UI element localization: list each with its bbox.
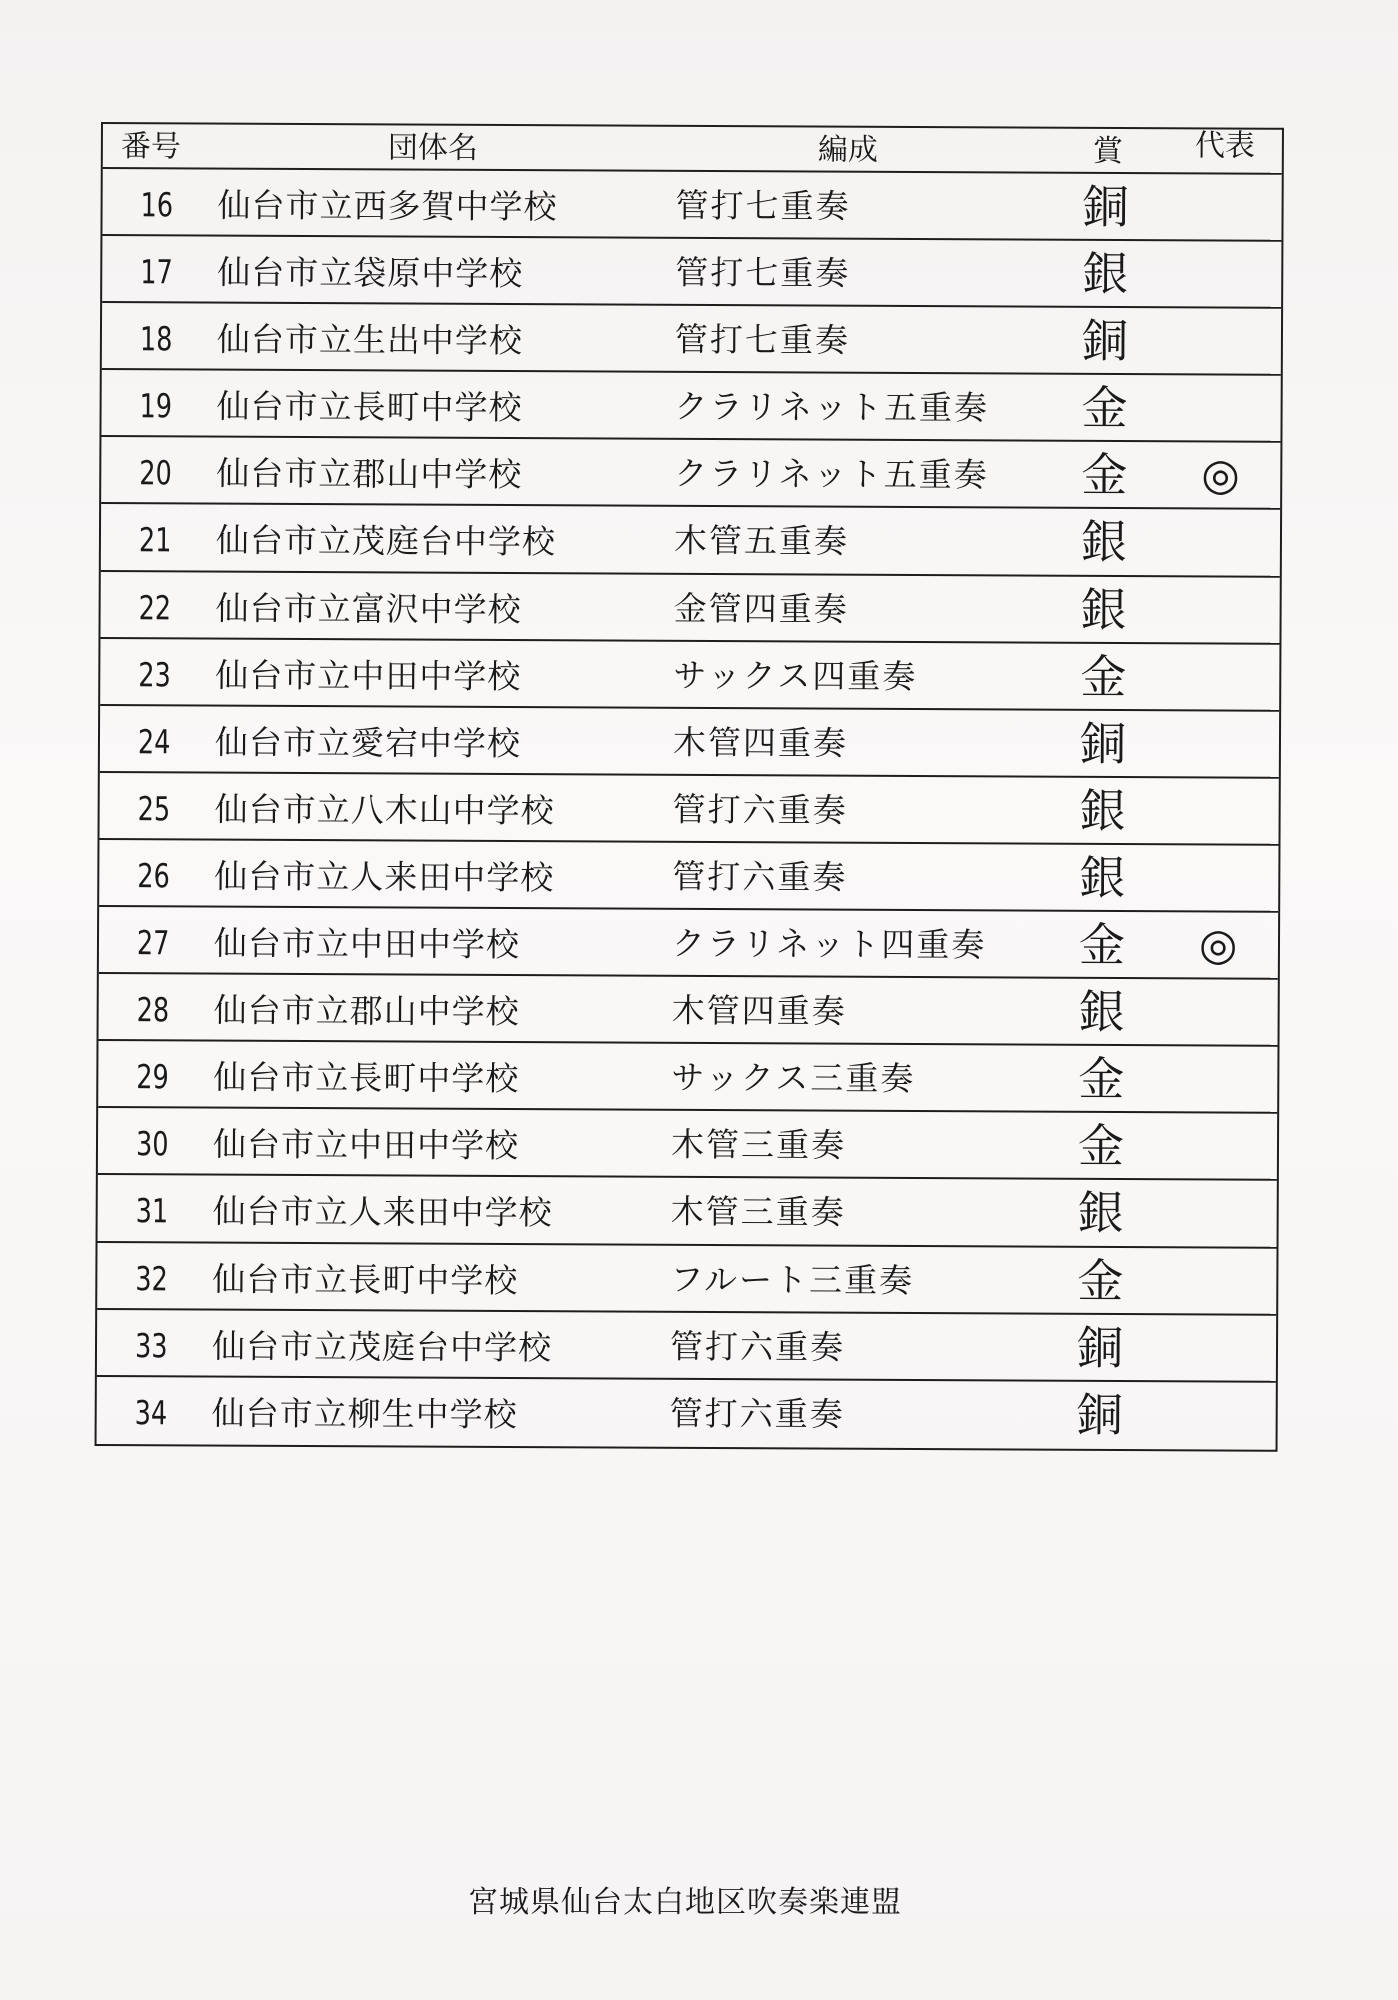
row-number: 29 [136,1057,169,1097]
row-formation: クラリネット五重奏 [674,387,990,428]
row-formation: 木管三重奏 [670,1192,846,1233]
table-body [97,169,1282,1450]
row-formation: 管打六重奏 [672,789,848,830]
row-formation: 管打七重奏 [675,252,851,293]
row-formation: 管打六重奏 [669,1393,845,1434]
table-row [98,1175,1277,1248]
row-formation: 木管四重奏 [671,990,847,1031]
row-formation: 管打六重奏 [672,856,848,897]
row-group-name: 仙台市立人来田中学校 [212,1191,553,1233]
row-prize: 銀 [1079,783,1126,838]
row-group-name: 仙台市立中田中学校 [215,655,522,696]
header-number: 番号 [120,129,181,165]
row-prize: 金 [1077,1119,1125,1174]
row-number: 17 [140,252,173,292]
table-row [99,974,1278,1047]
row-number: 19 [139,386,173,426]
header-representative: 代表 [1194,128,1255,164]
row-prize: 銅 [1076,1387,1123,1442]
table-row [100,706,1279,779]
table-row [98,1108,1277,1181]
row-formation: 管打七重奏 [674,319,851,360]
row-group-name: 仙台市立郡山中学校 [213,990,520,1032]
table-row [99,907,1278,980]
table-row [100,572,1279,645]
row-prize: 銀 [1079,850,1126,905]
row-prize: 銀 [1080,582,1127,637]
row-formation: 木管四重奏 [672,722,849,763]
row-group-name: 仙台市立茂庭台中学校 [215,521,557,562]
row-prize: 金 [1080,649,1127,704]
row-group-name: 仙台市立中田中学校 [213,923,521,965]
table-row [99,773,1278,846]
row-prize: 金 [1081,381,1128,436]
table-row [97,1377,1276,1450]
row-formation: クラリネット四重奏 [671,923,987,965]
table-row [98,1041,1277,1114]
row-prize: 銀 [1080,515,1128,570]
row-formation: サックス三重奏 [671,1058,916,1099]
row-group-name: 仙台市立袋原中学校 [217,252,524,294]
row-prize: 銀 [1077,1186,1124,1241]
table-row [101,504,1280,577]
header-prize: 賞 [1092,133,1123,169]
row-number: 32 [135,1258,168,1298]
row-prize: 銅 [1079,716,1127,771]
row-prize: 金 [1077,1253,1124,1308]
row-number: 21 [138,520,172,560]
row-formation: 木管三重奏 [670,1125,847,1165]
table-row [102,236,1281,309]
row-group-name: 仙台市立人来田中学校 [214,856,555,898]
table-header [103,124,1282,175]
row-group-name: 仙台市立茂庭台中学校 [211,1326,553,1367]
row-number: 28 [136,990,170,1030]
row-number: 25 [137,789,171,829]
row-number: 18 [139,319,173,359]
row-group-name: 仙台市立長町中学校 [213,1057,520,1099]
row-group-name: 仙台市立八木山中学校 [214,789,555,831]
row-group-name: 仙台市立長町中学校 [212,1259,519,1300]
row-prize: 金 [1078,1052,1125,1107]
row-number: 33 [134,1325,168,1365]
table-row [100,639,1279,712]
row-number: 16 [140,185,174,225]
row-prize: 銀 [1082,246,1129,302]
row-prize: 金 [1081,448,1128,503]
row-group-name: 仙台市立郡山中学校 [216,453,523,495]
header-group: 団体名 [387,130,478,166]
row-number: 26 [137,856,170,896]
row-group-name: 仙台市立柳生中学校 [211,1393,518,1434]
row-number: 23 [138,654,171,695]
row-prize: 銀 [1078,984,1125,1040]
row-formation: クラリネット五重奏 [674,454,989,495]
row-formation: フルート三重奏 [670,1259,915,1300]
row-formation: サックス四重奏 [673,655,918,696]
table-row [101,437,1280,510]
footer-organization: 宮城県仙台太白地区吹奏楽連盟 [468,1885,902,1920]
row-group-name: 仙台市立生出中学校 [216,319,524,361]
table-row [101,370,1280,443]
row-representative-mark: ◎ [1201,449,1240,501]
row-number: 27 [136,923,170,963]
row-prize: 金 [1078,917,1126,973]
row-number: 31 [135,1191,169,1231]
header-formation: 編成 [817,132,878,168]
row-representative-mark: ◎ [1198,919,1238,971]
table-row [97,1310,1276,1383]
row-group-name: 仙台市立愛宕中学校 [214,722,522,763]
row-number: 20 [139,453,172,493]
table-row [102,169,1281,242]
row-formation: 金管四重奏 [673,588,849,629]
row-prize: 銅 [1081,313,1129,369]
row-number: 22 [138,587,172,627]
results-table [95,122,1284,1452]
row-number: 30 [135,1124,169,1164]
row-formation: 管打七重奏 [675,185,851,226]
row-number: 34 [134,1392,168,1433]
row-formation: 木管五重奏 [673,521,850,562]
row-group-name: 仙台市立富沢中学校 [215,588,522,629]
table-row [102,303,1281,376]
row-group-name: 仙台市立長町中学校 [216,386,523,428]
row-group-name: 仙台市立西多賀中学校 [217,185,558,227]
table-row [99,840,1278,913]
table-row [97,1242,1276,1315]
row-number: 24 [137,721,171,762]
row-prize: 銅 [1076,1320,1124,1375]
row-prize: 銅 [1082,179,1129,235]
row-formation: 管打六重奏 [669,1326,846,1367]
row-group-name: 仙台市立中田中学校 [212,1124,520,1166]
